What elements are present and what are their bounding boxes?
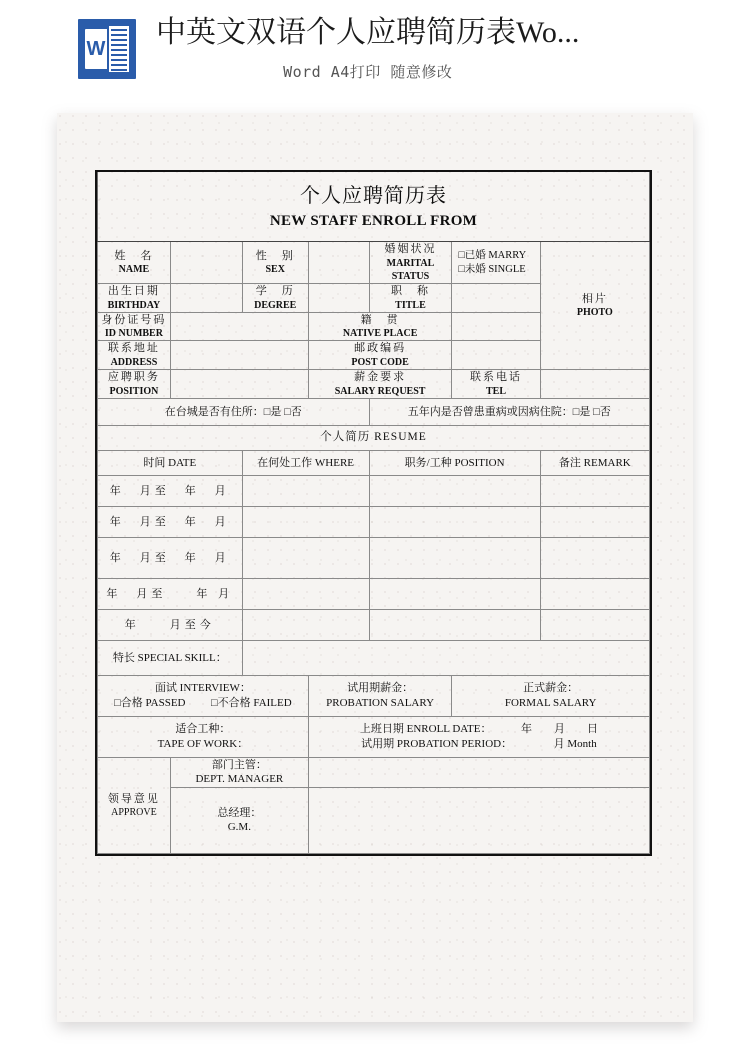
probation-salary-block[interactable] <box>308 675 452 716</box>
label-marital-status: 婚姻状况 MARITAL STATUS <box>369 242 452 284</box>
field-special-skill-value[interactable] <box>242 640 649 675</box>
table-row <box>98 537 650 578</box>
form-title-cn: 个人应聘简历表 <box>300 185 447 207</box>
label-general-manager-en: G.M. <box>227 821 251 834</box>
table-row <box>98 370 650 399</box>
label-dept-manager-cn: 部门主管： <box>211 758 267 771</box>
field-position-value[interactable] <box>170 370 308 399</box>
field-dept-manager-signature[interactable] <box>308 757 649 787</box>
table-row <box>98 787 650 853</box>
enroll-date-units: 年 月 日 <box>520 723 598 736</box>
label-special-skill: 特长 SPECIAL SKILL： <box>98 640 243 675</box>
field-birthday-value[interactable] <box>170 284 242 313</box>
table-row <box>98 398 650 425</box>
enroll-date-block[interactable] <box>308 716 649 757</box>
resume-date-3[interactable]: 年 月至 年 月 <box>98 537 243 578</box>
resume-position-2[interactable] <box>369 506 540 537</box>
field-degree-value[interactable] <box>308 284 369 313</box>
resume-date-4[interactable]: 年 月至 年 月 <box>98 578 243 609</box>
form-title-en: NEW STAFF ENROLL FROM <box>269 213 478 230</box>
word-document-icon <box>78 19 136 79</box>
resume-where-2[interactable] <box>242 506 369 537</box>
table-row <box>98 475 650 506</box>
header-text-block <box>156 16 579 82</box>
page-header <box>0 0 750 110</box>
resume-where-1[interactable] <box>242 475 369 506</box>
word-icon-lines <box>109 26 129 72</box>
table-row <box>98 675 650 716</box>
resume-date-2[interactable]: 年 月至 年 月 <box>98 506 243 537</box>
page-title: 中英文双语个人应聘简历表Wo... <box>156 16 580 49</box>
form-title-row <box>98 172 650 242</box>
label-degree: 学 历 DEGREE <box>242 284 308 313</box>
label-approve: 领导意见 APPROVE <box>98 757 171 853</box>
table-row <box>98 578 650 609</box>
resume-where-4[interactable] <box>242 578 369 609</box>
resume-position-5[interactable] <box>369 609 540 640</box>
column-header-where: 在何处工作 WHERE <box>242 450 369 475</box>
label-probation-salary-en: PROBATION SALARY <box>326 696 435 709</box>
label-tel: 联系电话 TEL <box>452 370 540 399</box>
word-icon-letter: W <box>86 37 106 60</box>
label-type-of-work-cn: 适合工种： <box>175 723 231 736</box>
field-sex-value[interactable] <box>308 242 369 284</box>
label-position: 应聘职务 POSITION <box>98 370 171 399</box>
type-of-work-block[interactable] <box>98 716 309 757</box>
resume-position-4[interactable] <box>369 578 540 609</box>
column-header-remark: 备注 REMARK <box>540 450 649 475</box>
resume-date-5[interactable]: 年 月至今 <box>98 609 243 640</box>
resume-columns-row <box>98 450 650 475</box>
resume-position-3[interactable] <box>369 537 540 578</box>
resume-form-table <box>97 172 650 854</box>
resume-where-3[interactable] <box>242 537 369 578</box>
resume-date-1[interactable]: 年 月至 年 月 <box>98 475 243 506</box>
checkbox-failed[interactable]: □不合格 FAILED <box>211 696 292 709</box>
general-manager-block[interactable] <box>170 787 308 853</box>
field-general-manager-signature[interactable] <box>308 787 649 853</box>
field-post-code-value[interactable] <box>452 341 540 370</box>
label-post-code: 邮政编码 POST CODE <box>308 341 452 370</box>
resume-position-1[interactable] <box>369 475 540 506</box>
checkbox-single[interactable]: □未婚 SINGLE <box>458 263 526 275</box>
checkbox-passed[interactable]: □合格 PASSED <box>114 696 186 709</box>
resume-form-frame <box>95 170 652 856</box>
probation-period-units: 月 Month <box>553 737 597 750</box>
table-row <box>98 716 650 757</box>
label-dept-manager-en: DEPT. MANAGER <box>195 773 284 786</box>
label-probation-salary-cn: 试用期薪金： <box>347 682 414 695</box>
table-row <box>98 506 650 537</box>
label-sex: 性 别 SEX <box>242 242 308 284</box>
resume-remark-5[interactable] <box>540 609 649 640</box>
resume-remark-3[interactable] <box>540 537 649 578</box>
dept-manager-block[interactable] <box>170 757 308 787</box>
page-subtitle: Word A4打印 随意修改 <box>283 62 453 81</box>
form-title-cell <box>98 172 650 242</box>
label-salary-request: 薪金要求 SALARY REQUEST <box>308 370 452 399</box>
field-address-value[interactable] <box>170 341 308 370</box>
header-content <box>78 16 579 82</box>
question-illness[interactable]: 五年内是否曾患重病或因病住院：□是 □否 <box>369 398 649 425</box>
interview-choices[interactable] <box>98 696 308 711</box>
table-row <box>98 242 650 284</box>
field-name-value[interactable] <box>170 242 242 284</box>
table-row <box>98 609 650 640</box>
resume-section-title: 个人简历 RESUME <box>98 425 650 450</box>
interview-block[interactable] <box>98 675 309 716</box>
label-formal-salary-en: FORMAL SALARY <box>504 696 597 709</box>
resume-remark-1[interactable] <box>540 475 649 506</box>
column-header-position: 职务/工种 POSITION <box>369 450 540 475</box>
formal-salary-block[interactable] <box>452 675 650 716</box>
field-native-place-value[interactable] <box>452 312 540 341</box>
label-probation-period: 试用期 PROBATION PERIOD： <box>361 737 513 750</box>
label-type-of-work-en: TAPE OF WORK： <box>157 737 249 750</box>
table-row <box>98 640 650 675</box>
table-row <box>98 757 650 787</box>
field-tel-value[interactable] <box>540 370 649 399</box>
checkbox-married[interactable]: □已婚 MARRY <box>458 249 527 261</box>
label-native-place: 籍 贯 NATIVE PLACE <box>308 312 452 341</box>
label-id-number: 身份证号码 ID NUMBER <box>98 312 171 341</box>
label-name: 姓 名 NAME <box>98 242 171 284</box>
question-residence[interactable]: 在台城是否有住所：□是 □否 <box>98 398 370 425</box>
document-paper <box>57 113 693 1022</box>
resume-where-5[interactable] <box>242 609 369 640</box>
field-marital-checkboxes[interactable] <box>452 242 540 284</box>
photo-cell[interactable]: 相片 PHOTO <box>540 242 649 370</box>
resume-section-header-row <box>98 425 650 450</box>
label-address: 联系地址 ADDRESS <box>98 341 171 370</box>
label-interview: 面试 INTERVIEW： <box>154 682 251 695</box>
field-id-number-value[interactable] <box>170 312 308 341</box>
probation-period-line[interactable] <box>309 737 649 752</box>
label-general-manager-cn: 总经理： <box>217 806 262 819</box>
field-job-title-value[interactable] <box>452 284 540 313</box>
label-formal-salary-cn: 正式薪金： <box>523 682 579 695</box>
resume-remark-2[interactable] <box>540 506 649 537</box>
column-header-date: 时间 DATE <box>98 450 243 475</box>
label-birthday: 出生日期 BIRTHDAY <box>98 284 171 313</box>
label-enroll-date: 上班日期 ENROLL DATE： <box>359 723 492 736</box>
label-job-title: 职 称 TITLE <box>369 284 452 313</box>
resume-remark-4[interactable] <box>540 578 649 609</box>
enroll-date-line[interactable] <box>309 722 649 737</box>
